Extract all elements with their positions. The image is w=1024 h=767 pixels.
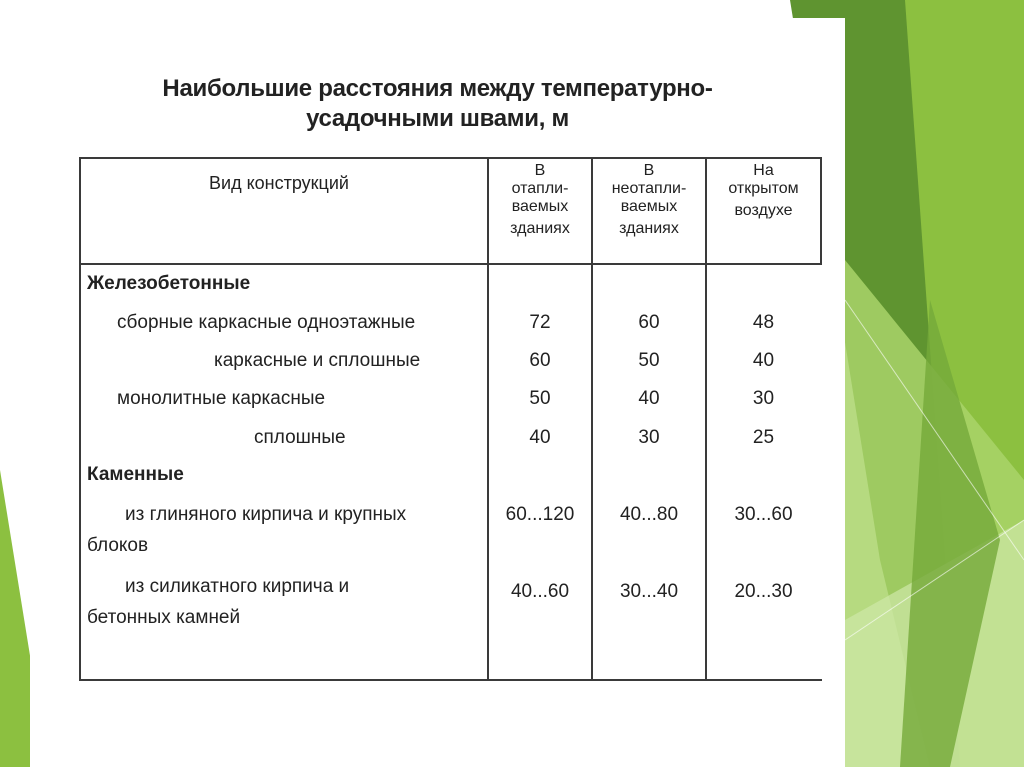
header-heated-line: зданиях [510, 220, 570, 237]
page-title [30, 74, 845, 134]
row-label: каркасные и сплошные [214, 350, 421, 371]
cell-heated: 40 [529, 427, 551, 448]
cell-open-air: 20...30 [734, 581, 793, 602]
cell-heated: 60...120 [505, 504, 575, 525]
header-unheated-line: ваемых [620, 198, 678, 215]
cell-open-air: 30 [752, 388, 775, 409]
group-title-reinforced-concrete: Железобетонные [87, 273, 251, 294]
cell-unheated: 40 [638, 388, 660, 409]
row-label: из силикатного кирпича и [125, 576, 350, 597]
table-border-left [79, 157, 81, 681]
header-heated-line: ваемых [511, 198, 569, 215]
header-unheated-line: неотапли- [611, 180, 687, 197]
table-border-top [79, 157, 822, 159]
table-border-bottom [79, 679, 822, 681]
title-line-1: Наибольшие расстояния между температурно- [162, 75, 713, 102]
row-label: монолитные каркасные [117, 388, 326, 409]
header-heated-line: отапли- [511, 180, 569, 197]
table-border-right [820, 157, 822, 265]
cell-heated: 60 [529, 350, 551, 371]
cell-heated: 72 [529, 312, 551, 333]
header-heated-line: В [534, 162, 546, 179]
header-unheated-line: зданиях [619, 220, 679, 237]
row-label: сборные каркасные одноэтажные [117, 312, 416, 333]
cell-unheated: 30...40 [619, 581, 679, 602]
header-construction-type: Вид конструкций [209, 173, 349, 193]
header-open-air-line: открытом [728, 180, 799, 197]
cell-open-air: 48 [752, 312, 775, 333]
group-title-masonry: Каменные [87, 464, 184, 485]
row-label-continued: блоков [87, 535, 149, 556]
header-unheated [593, 162, 705, 238]
cell-heated: 40...60 [510, 581, 570, 602]
cell-heated: 50 [529, 388, 551, 409]
cell-unheated: 50 [638, 350, 660, 371]
cell-unheated: 40...80 [619, 504, 679, 525]
row-label: сплошные [254, 427, 346, 448]
cell-unheated: 30 [638, 427, 660, 448]
cell-open-air: 30...60 [734, 504, 793, 525]
row-label-continued: бетонных камней [87, 607, 241, 628]
header-heated [489, 162, 591, 238]
cell-open-air: 40 [752, 350, 775, 371]
header-divider [79, 263, 822, 265]
header-open-air-line: На [753, 162, 774, 179]
cell-open-air: 25 [752, 427, 775, 448]
title-line-2: усадочными швами, м [306, 105, 569, 132]
header-open-air [707, 162, 820, 220]
expansion-joint-table [79, 157, 822, 681]
header-open-air-line: воздухе [734, 202, 793, 219]
header-unheated-line: В [643, 162, 655, 179]
cell-unheated: 60 [638, 312, 660, 333]
row-label: из глиняного кирпича и крупных [125, 504, 407, 525]
